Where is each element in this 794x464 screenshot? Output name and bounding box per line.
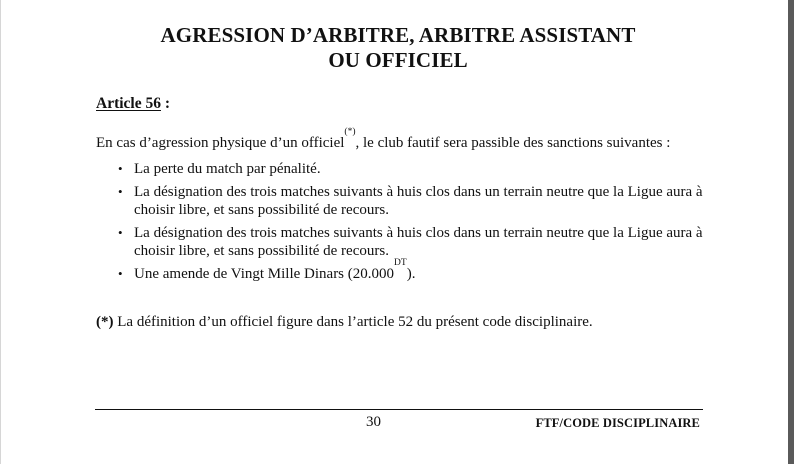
bullet-icon: • [118, 161, 123, 176]
bullet-icon: • [118, 265, 123, 281]
intro-text-after: , le club fautif sera passible des sanctions suivantes : [355, 135, 671, 151]
footer-label: FTF/CODE DISCIPLINAIRE [535, 416, 700, 430]
intro-text-before: En cas d’agression physique d’un officiel [96, 135, 345, 151]
currency-superscript: DT [394, 257, 407, 268]
sanction-item [118, 160, 718, 179]
bullet-icon: • [118, 224, 123, 240]
footnote-marker: (*) [96, 314, 114, 330]
intro-paragraph [96, 127, 716, 153]
title-line-1: AGRESSION D’ARBITRE, ARBITRE ASSISTANT [160, 23, 636, 47]
fine-text: Une amende de Vingt Mille Dinars (20.000 [134, 265, 395, 282]
footnote [96, 313, 593, 332]
intro-footnote-marker: (*) [344, 127, 356, 137]
title-line-2: OU OFFICIEL [328, 48, 468, 72]
footnote-text: La définition d’un officiel figure dans l’article 52 du présent code disciplinaire. [113, 314, 593, 330]
bullet-icon: • [118, 183, 123, 199]
sanctions-list [118, 160, 718, 287]
page-number: 30 [366, 414, 381, 430]
sanction-item [118, 183, 718, 220]
page-title [0, 23, 794, 73]
footer-divider [95, 409, 703, 410]
fine-text-end: ). [406, 265, 416, 282]
sanction-text: La désignation des trois matches suivants à huis clos dans un terrain neutre que la Ligue aura à choisir libre, et sans possibilité de recours. [134, 183, 703, 218]
sanction-item [118, 257, 718, 284]
sanction-item [118, 224, 718, 261]
article-heading [96, 94, 170, 113]
sanction-text: La perte du match par pénalité. [134, 161, 321, 177]
article-suffix: : [160, 95, 171, 112]
sanction-text: La désignation des trois matches suivants à huis clos dans un terrain neutre que la Ligue aura à choisir libre, et sans possibilité de recours. [134, 224, 703, 259]
article-label: Article 56 [96, 95, 161, 112]
sanction-text-fine [134, 257, 718, 284]
